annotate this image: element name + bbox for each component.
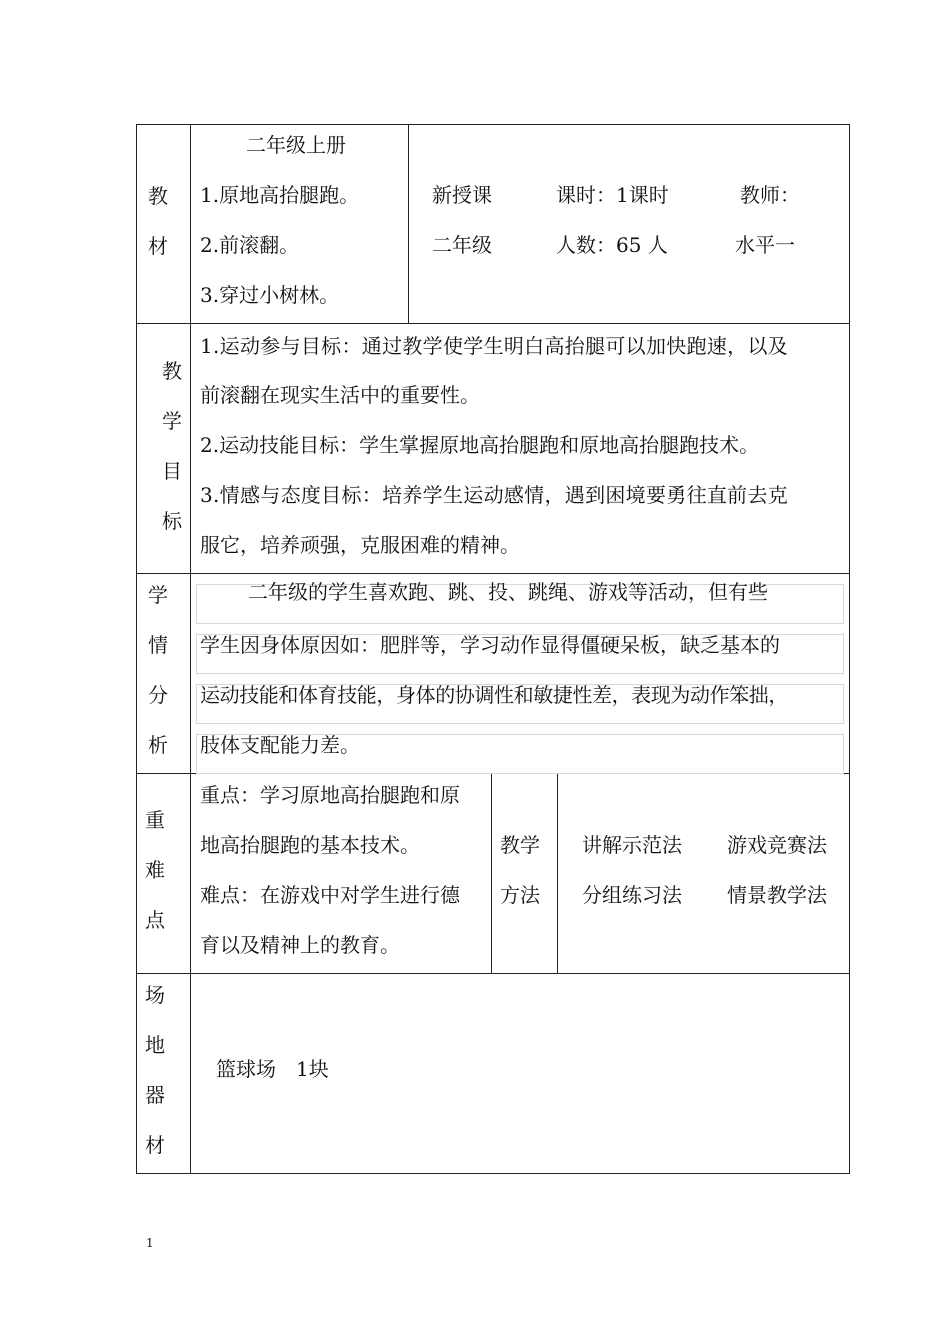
key-point-line: 育以及精神上的教育。 [200, 933, 400, 957]
headcount: 人数：65 人 [556, 233, 668, 257]
column-divider [190, 124, 191, 1174]
label-char: 学 [148, 583, 168, 607]
venue-content: 篮球场 1块 [216, 1057, 329, 1081]
row-divider [136, 573, 850, 574]
label-char: 析 [148, 733, 168, 757]
table-border-left [136, 124, 137, 1174]
materials-item: 1.原地高抬腿跑。 [200, 183, 360, 207]
materials-item: 3.穿过小树林。 [200, 283, 340, 307]
analysis-line: 肢体支配能力差。 [200, 733, 360, 757]
label-char: 地 [145, 1033, 165, 1057]
key-point-line: 难点：在游戏中对学生进行德 [200, 883, 460, 907]
column-divider [408, 124, 409, 324]
method-item: 游戏竞赛法 [727, 833, 827, 857]
row-divider [136, 973, 850, 974]
key-point-line: 地高抬腿跑的基本技术。 [200, 833, 420, 857]
label-char: 场 [145, 983, 165, 1007]
label-char: 材 [145, 1133, 165, 1157]
label-char: 教 [148, 184, 168, 208]
label-char: 难 [145, 858, 165, 882]
level: 水平一 [735, 233, 795, 257]
grade-title: 二年级上册 [246, 133, 346, 157]
table-border-top [136, 124, 850, 125]
analysis-line: 二年级的学生喜欢跑、跳、投、跳绳、游戏等活动，但有些 [248, 580, 768, 604]
method-item: 分组练习法 [582, 883, 682, 907]
goal-line: 前滚翻在现实生活中的重要性。 [200, 383, 480, 407]
method-item: 情景教学法 [727, 883, 827, 907]
class-hours: 课时：1课时 [556, 183, 669, 207]
label-char: 标 [162, 509, 182, 533]
label-char: 分 [148, 683, 168, 707]
label-char: 点 [145, 908, 165, 932]
label-char: 重 [145, 808, 165, 832]
row-divider [136, 323, 850, 324]
method-label: 方法 [500, 883, 540, 907]
column-divider [491, 773, 492, 973]
goal-line: 2.运动技能目标：学生掌握原地高抬腿跑和原地高抬腿跑技术。 [200, 433, 760, 457]
label-char: 情 [148, 633, 168, 657]
goal-line: 服它，培养顽强，克服困难的精神。 [200, 533, 520, 557]
method-item: 讲解示范法 [582, 833, 682, 857]
goal-line: 1.运动参与目标：通过教学使学生明白高抬腿可以加快跑速，以及 [200, 334, 789, 358]
page-number: 1 [146, 1236, 154, 1250]
label-char: 材 [148, 234, 168, 258]
label-char: 器 [145, 1083, 165, 1107]
teacher: 教师： [740, 183, 800, 207]
grade: 二年级 [432, 233, 492, 257]
analysis-line: 学生因身体原因如：肥胖等，学习动作显得僵硬呆板，缺乏基本的 [200, 633, 780, 657]
analysis-line: 运动技能和体育技能，身体的协调性和敏捷性差，表现为动作笨拙， [200, 683, 788, 707]
label-char: 教 [162, 359, 182, 383]
goal-line: 3.情感与态度目标：培养学生运动感情，遇到困境要勇往直前去克 [200, 483, 789, 507]
key-point-line: 重点：学习原地高抬腿跑和原 [200, 783, 460, 807]
lesson-type: 新授课 [432, 183, 492, 207]
table-border-right [849, 124, 850, 1174]
column-divider [557, 773, 558, 973]
label-char: 目 [162, 459, 182, 483]
table-border-bottom [136, 1173, 850, 1174]
label-char: 学 [162, 409, 182, 433]
materials-item: 2.前滚翻。 [200, 233, 300, 257]
method-label: 教学 [500, 833, 540, 857]
